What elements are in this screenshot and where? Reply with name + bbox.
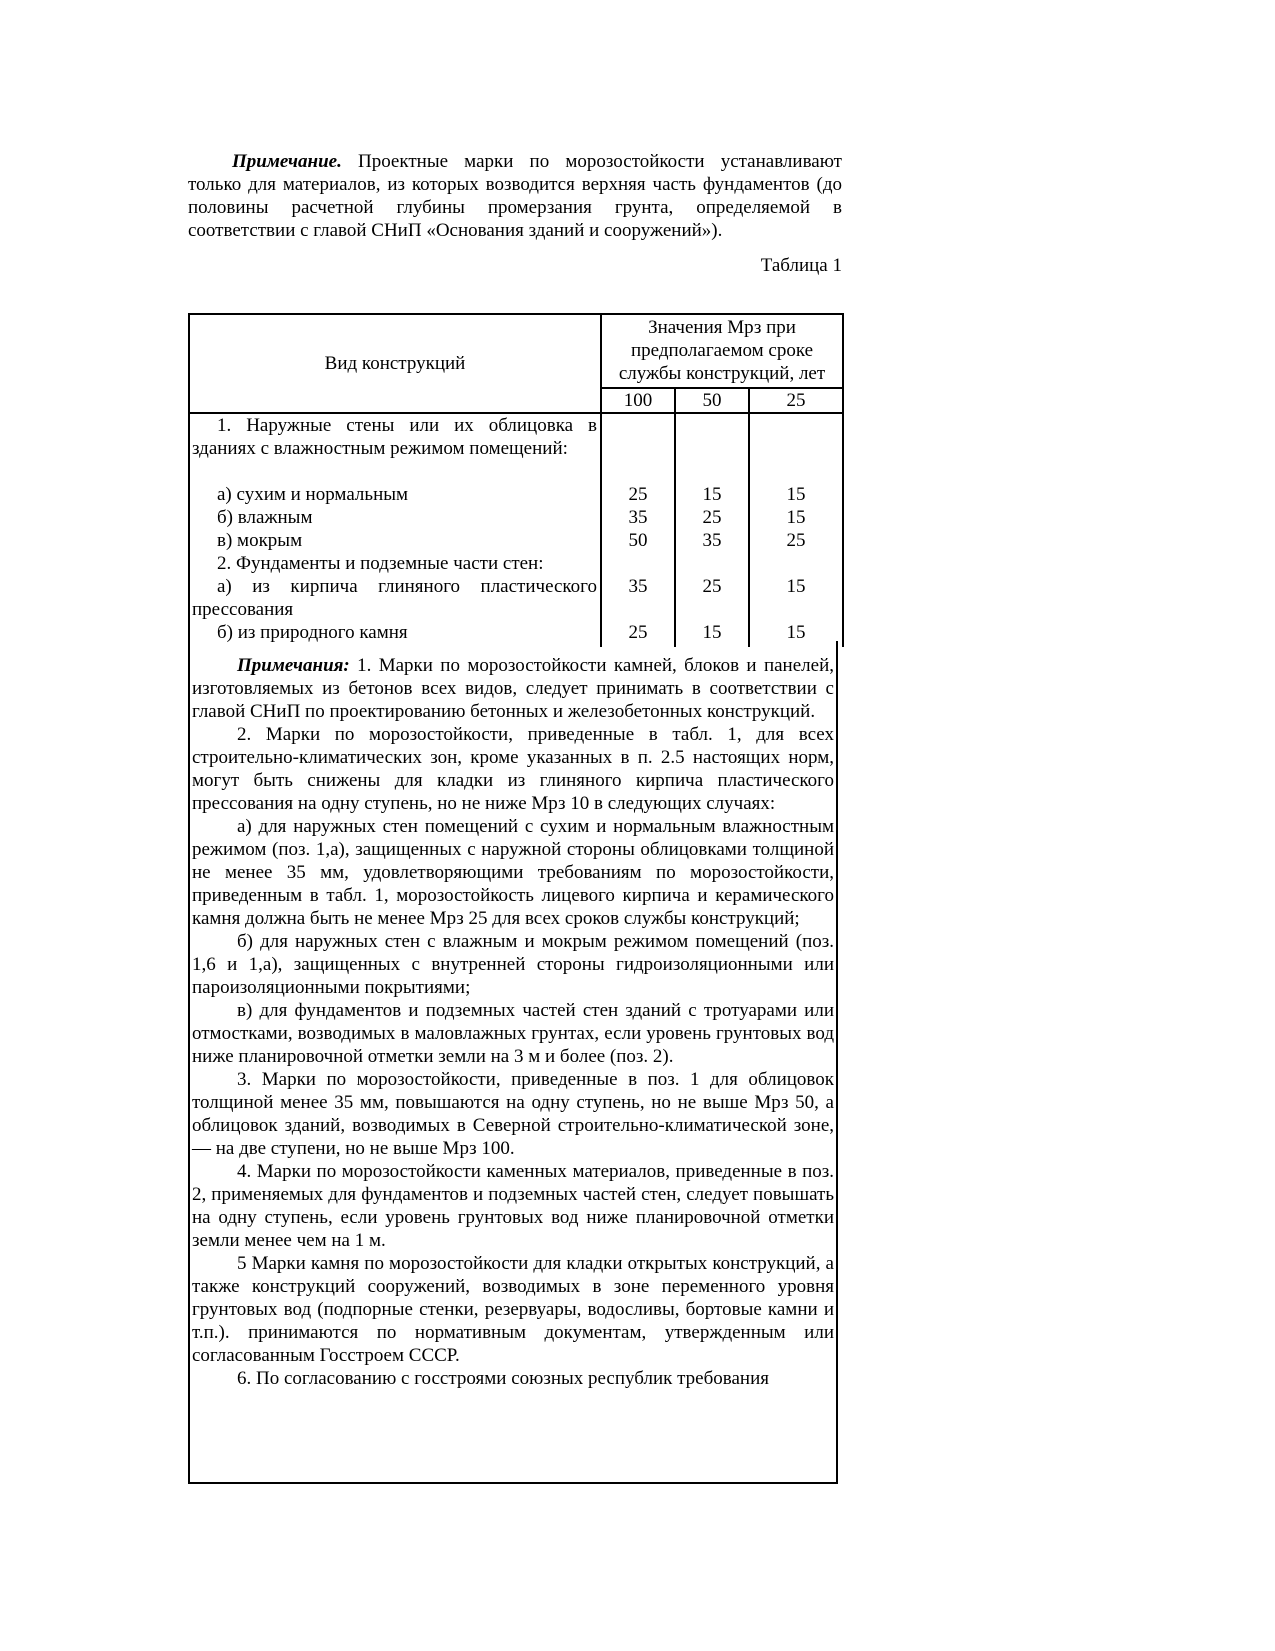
row-value	[675, 552, 749, 575]
row-value	[675, 413, 749, 483]
table-title: Таблица 1	[760, 255, 842, 276]
note-2b: б) для наружных стен с влажным и мокрым режимом помещений (поз. 1,6 и 1,а), защищенных с внутренней стороны гидроизоляционными или пароизоляционными покрытиями;	[192, 931, 834, 998]
row-value: 15	[749, 575, 843, 621]
table-row	[189, 413, 843, 483]
col-header-year: 25	[749, 388, 843, 413]
frost-table	[188, 313, 842, 647]
row-label: 1. Наружные стены или их облицовка в зданиях с влажностным режимом помещений:	[189, 413, 601, 483]
note-6: 6. По согласованию с госстроями союзных республик требования	[237, 1368, 769, 1389]
row-label: б) из природного камня	[189, 621, 601, 647]
note-2: 2. Марки по морозостойкости, приведенные в табл. 1, для всех строительно-климатических зон, кроме указанных в п. 2.5 настоящих норм, могут быть снижены для кладки из глиняного кирпича пластического прессования на одну ступень, но не ниже Мрз 10 в следующих случаях:	[192, 724, 834, 814]
row-value: 25	[601, 483, 675, 506]
row-value	[601, 413, 675, 483]
top-note	[188, 150, 842, 242]
col-header-year: 50	[675, 388, 749, 413]
row-label: в) мокрым	[189, 529, 601, 552]
row-label: 2. Фундаменты и подземные части стен:	[189, 552, 601, 575]
row-value: 15	[749, 506, 843, 529]
row-label: б) влажным	[189, 506, 601, 529]
row-label: а) сухим и нормальным	[189, 483, 601, 506]
table-notes	[188, 641, 838, 1484]
note-3: 3. Марки по морозостойкости, приведенные в поз. 1 для облицовок толщиной менее 35 мм, повышаются на одну ступень, но не выше Мрз 50, а облицовок зданий, возводимых в Северной строительно-климатической зоне, — на две ступени, но не выше Мрз 100.	[192, 1069, 834, 1159]
table-row	[189, 575, 843, 621]
row-value: 25	[675, 506, 749, 529]
top-note-text: Проектные марки по морозостойкости устанавливают только для материалов, из которых возводится верхняя часть фундаментов (до половины расчетной глубины промерзания грунта, определяемой в соответствии с главой СНиП «Основания зданий и сооружений»).	[188, 151, 842, 241]
note-2a: а) для наружных стен помещений с сухим и нормальным влажностным режимом (поз. 1,а), защищенных с наружной стороны облицовками толщиной не менее 35 мм, удовлетворяющими требованиям по морозостойкости, приведенным в табл. 1, морозостойкость лицевого кирпича и керамического камня должна быть не менее Мрз 25 для всех сроков службы конструкций;	[192, 816, 834, 929]
row-label: а) из кирпича глиняного пластического прессования	[189, 575, 601, 621]
table-row	[189, 483, 843, 506]
table-row	[189, 552, 843, 575]
row-value: 25	[601, 621, 675, 647]
row-value: 35	[601, 506, 675, 529]
top-note-lead: Примечание.	[232, 151, 342, 172]
notes-lead: Примечания:	[237, 655, 350, 676]
row-value: 25	[749, 529, 843, 552]
row-value: 25	[675, 575, 749, 621]
row-value	[749, 552, 843, 575]
col-header-values: Значения Мрз при предполагаемом сроке службы конструкций, лет	[601, 314, 843, 388]
table-row	[189, 506, 843, 529]
row-value	[601, 552, 675, 575]
row-value: 15	[749, 483, 843, 506]
row-value: 35	[601, 575, 675, 621]
table-row	[189, 529, 843, 552]
row-value: 15	[675, 483, 749, 506]
note-1-text: 1. Марки по морозостойкости камней, блоков и панелей, изготовляемых из бетонов всех видов, следует принимать в соответствии с главой СНиП по проектированию бетонных и железобетонных конструкций.	[192, 655, 834, 722]
top-note-block	[188, 150, 842, 277]
note-1	[192, 654, 834, 723]
row-value: 15	[749, 621, 843, 647]
row-value	[749, 413, 843, 483]
col-header-year: 100	[601, 388, 675, 413]
col-header-construction: Вид конструкций	[189, 314, 601, 413]
note-5: 5 Марки камня по морозостойкости для кладки открытых конструкций, а также конструкций сооружений, возводимых в зоне переменного уровня грунтовых вод (подпорные стенки, резервуары, водосливы, бортовые камни и т.п.). принимаются по нормативным документам, утвержденным или согласованным Госстроем СССР.	[192, 1253, 834, 1366]
row-value: 15	[675, 621, 749, 647]
note-2c: в) для фундаментов и подземных частей стен зданий с тротуарами или отмостками, возводимых в маловлажных грунтах, если уровень грунтовых вод ниже планировочной отметки земли на 3 м и более (поз. 2).	[192, 1000, 834, 1067]
row-value: 35	[675, 529, 749, 552]
row-value: 50	[601, 529, 675, 552]
note-4: 4. Марки по морозостойкости каменных материалов, приведенные в поз. 2, применяемых для фундаментов и подземных частей стен, следует повышать на одну ступень, если уровень грунтовых вод ниже планировочной отметки земли менее чем на 1 м.	[192, 1161, 834, 1251]
